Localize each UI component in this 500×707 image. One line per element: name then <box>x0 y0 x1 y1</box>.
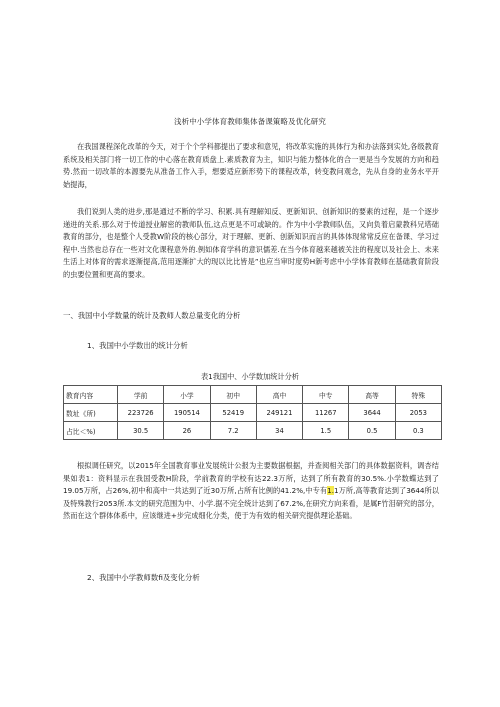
table-cell: 0.3 <box>395 422 441 440</box>
table-cell: 30.5 <box>118 422 164 440</box>
school-count-table <box>63 385 442 440</box>
table-cell: 3644 <box>349 404 395 422</box>
table-caption: 表1我国中、小学数加统计分析 <box>200 372 299 381</box>
table-cell: 34 <box>256 422 302 440</box>
table-cell: 52419 <box>210 404 256 422</box>
table-cell: 2053 <box>395 404 441 422</box>
table-header-cell: 中专 <box>303 386 349 404</box>
paragraph-analysis-part-a: 根拟调任研究，以2015年全国教育事业发展统计公报为主要数据根据，并查阅相关部门的具体数据资料，调杏结果如表1：资料显示在我国受教H阶段，学前教育的学校有达22.3万所，达到了所有教育的30.5%.小学数蝶达到了19.05万所，占26%,初中和高中一共达到了近30万所,占所有比例的41.2%,中专有 <box>63 461 439 496</box>
table-header-cell: 学前 <box>118 386 164 404</box>
paragraph-analysis-part-b: 1万所,高等教育达到了3644所以及特殊教行2053所.本文的研究范围为中、小学.据不完全统计达到了67.2%,在研究方向来看，是属F竹泪研究的部分，然而在这个群体体系中，应该继进+步完成细化分类，使于为有效的相关研究提供理论基础。 <box>63 486 439 521</box>
table-cell: 数址《所) <box>64 404 118 422</box>
subsection-heading-1-1: 1、我国中小学数出的统计分析 <box>87 341 188 350</box>
paragraph-analysis <box>63 460 439 523</box>
table-header-row <box>64 386 442 404</box>
table-header-cell: 小学 <box>164 386 210 404</box>
table-cell: 223726 <box>118 404 164 422</box>
subsection-heading-1-2: 2、我国中小学教师数fi及变化分析 <box>87 573 200 582</box>
table-cell: 26 <box>164 422 210 440</box>
section-heading-1: 一、我国中小学数量的统计及教师人数总量变化的分析 <box>63 311 241 320</box>
table-header-cell: 特殊 <box>395 386 441 404</box>
table-cell: 7.2 <box>210 422 256 440</box>
table-header-cell: 教育内容 <box>64 386 118 404</box>
paragraph-background: 我们说到人类的进步,那是通过不断的学习、积累.具有理解知反、更新知识、创新知识的要素的过程，是一个逐步递进的关系.那么对于传道授业解密的教师队伍,这点更是不可或缺的。作为中小学教师队伍，又向负着启蒙教科兄塔础教育的部分，也是整个人受教W阶段的核心部分，对于理解、更新、创新知识而言的具体体现常常反应在备课、学习过程中.当然也总存在一些对文化课程意外的.例如体育学科的意识儒差.在当今体育越来越被关注的程度以及社会上、未来生活上对体育的需求逐渐提高,范用逐渐扩大的现以比比皆是”也应当审时度势H新考虑中小学体育教师在基础教育阶段的虫要位置和更高的要求。 <box>63 207 439 279</box>
table-row <box>64 422 442 440</box>
document-title: 浅析中小学体育教师集体备课策略及优化研究 <box>174 117 326 126</box>
table-header-cell: 高等 <box>349 386 395 404</box>
table-cell: 1.5 <box>303 422 349 440</box>
table-cell: 占比＜%) <box>64 422 118 440</box>
table-cell: 190514 <box>164 404 210 422</box>
table-cell: 249121 <box>256 404 302 422</box>
table-cell: 11267 <box>303 404 349 422</box>
table-header-cell: 高中 <box>256 386 302 404</box>
table-row <box>64 404 442 422</box>
table-cell: 0.5 <box>349 422 395 440</box>
paragraph-intro: 在我国课程深化改革的今天，对于个个学科都提出了要求和意见，将改革实施的具体行为和办法落到实处,各级教育系统及相关部门将一切工作的中心落在教育质盘上.素质教育为主，知识与能力整体化的合一更是当今发展的方向和趋势.然而一切改革的本源要先从准备工作入手，想要适应新形势下的课程改革，转变教问观念，先从自身的业务水平开始提海， <box>63 142 439 189</box>
highlighted-text: 1. <box>327 486 334 496</box>
table-header-cell: 初中 <box>210 386 256 404</box>
